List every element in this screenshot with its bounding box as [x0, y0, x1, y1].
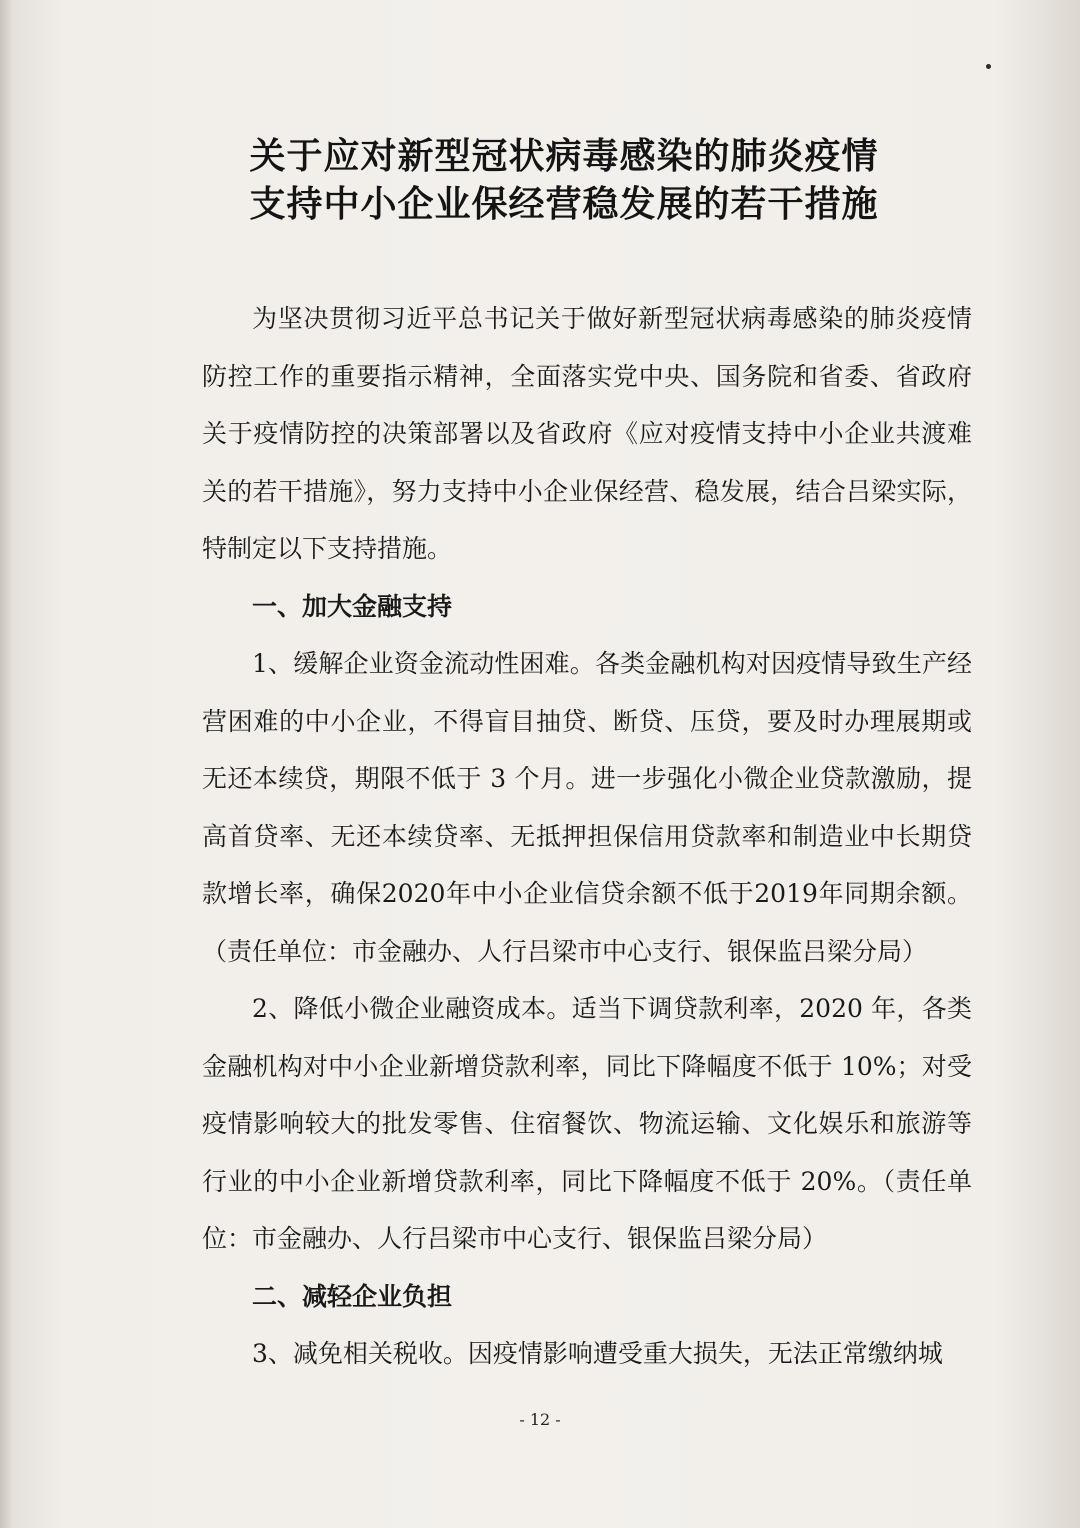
measure-paragraph-3: 3、减免相关税收。因疫情影响遭受重大损失，无法正常缴纳城	[252, 1339, 943, 1368]
measure-paragraph-2: 2、降低小微企业融资成本。适当下调贷款利率，2020 年，各类金融机构对中小企业新增贷款利率，同比下降幅度不低于 10%；对受疫情影响较大的批发零售、住宿餐饮、物流运输、文化娱乐和旅游等行业的中小企业新增贷款利率，同比下降幅度不低于 20%。（责任单位：市金融办、人行吕梁市中心支行、银保监吕梁分局）	[202, 994, 972, 1253]
page-number: - 12 -	[519, 1410, 561, 1429]
page-shadow-edge	[0, 0, 14, 1528]
document-body	[202, 290, 972, 1383]
section-heading-2: 二、减轻企业负担	[252, 1281, 453, 1311]
ink-speck	[986, 64, 991, 69]
section-heading-1: 一、加大金融支持	[252, 591, 453, 621]
measure-paragraph-1: 1、缓解企业资金流动性困难。各类金融机构对因疫情导致生产经营困难的中小企业，不得盲目抽贷、断贷、压贷，要及时办理展期或无还本续贷，期限不低于 3 个月。进一步强化小微企业贷款激励，提高首贷率、无还本续贷率、无抵押担保信用贷款率和制造业中长期贷款增长率，确保2020年中小企业信贷余额不低于2019年同期余额。（责任单位：市金融办、人行吕梁市中心支行、银保监吕梁分局）	[202, 649, 972, 966]
intro-paragraph: 为坚决贯彻习近平总书记关于做好新型冠状病毒感染的肺炎疫情防控工作的重要指示精神，全面落实党中央、国务院和省委、省政府关于疫情防控的决策部署以及省政府《应对疫情支持中小企业共渡难关的若干措施》，努力支持中小企业保经营、稳发展，结合吕梁实际，特制定以下支持措施。	[202, 304, 972, 563]
document-title-line-2: 支持中小企业保经营稳发展的若干措施	[249, 184, 879, 225]
document-title-line-1: 关于应对新型冠状病毒感染的肺炎疫情	[249, 136, 879, 177]
